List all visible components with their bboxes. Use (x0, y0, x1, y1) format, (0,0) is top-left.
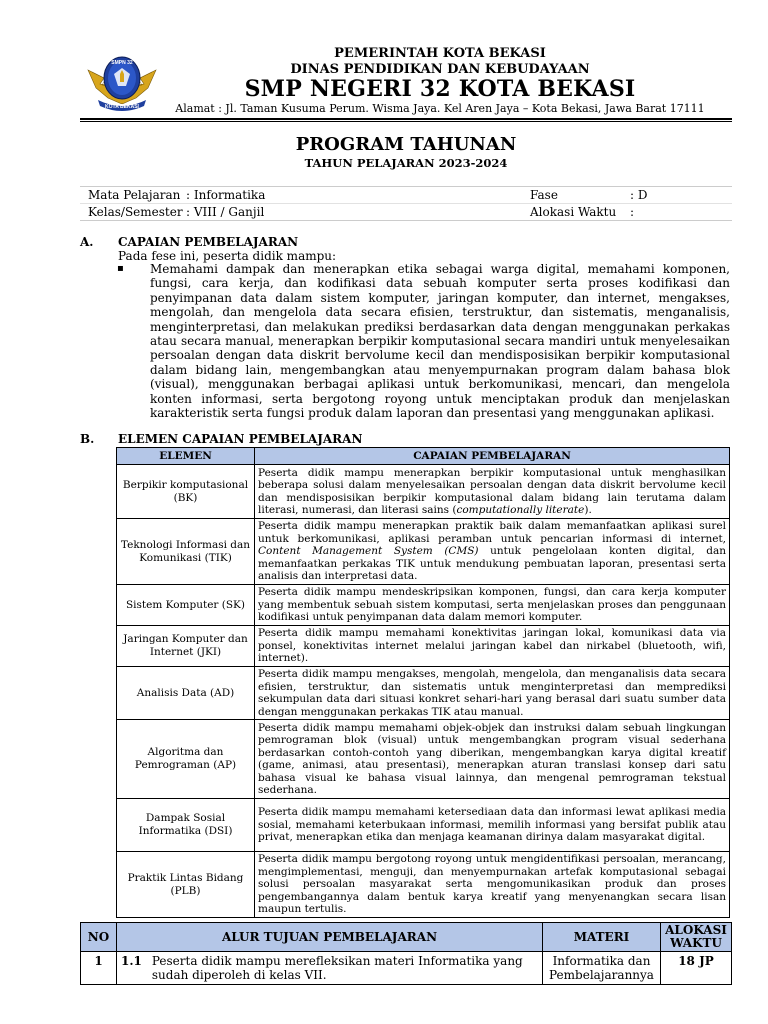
capaian-cell (255, 626, 730, 667)
meta-row-2 (80, 203, 732, 220)
capaian-after: ). (584, 504, 592, 516)
header-divider-thin (80, 121, 732, 122)
col-header-capaian: CAPAIAN PEMBELAJARAN (255, 448, 730, 465)
capaian-cell (255, 465, 730, 519)
elemen-table-header (117, 448, 730, 465)
elemen-cell: Jaringan Komputer dan Internet (JKI) (117, 626, 255, 667)
col-header-no: NO (81, 923, 117, 952)
table-row (81, 952, 732, 985)
capaian-after: untuk pengelolaan konten digital, dan memanfaatkan perkakas TIK untuk mendukung pembuatan laporan, presentasi serta analisis dan interpretasi data. (258, 545, 726, 583)
capaian-text: Peserta didik mampu menerapkan berpikir komputasional untuk menghasilkan beberapa solusi dalam menyelesaikan persoalan dengan data diskrit bervolume kecil dan mendisposisikan berpikir komputasional dalam bidang lain terutama dalam literasi, numerasi, dan literasi sains ( (258, 466, 726, 516)
mapel-value: : Informatika (186, 188, 266, 202)
section-a-title: CAPAIAN PEMBELAJARAN (118, 235, 299, 249)
capaian-cell (255, 667, 730, 720)
document-subtitle: TAHUN PELAJARAN 2023-2024 (304, 156, 508, 170)
table-row (117, 626, 730, 667)
capaian-text: Peserta didik mampu mendeskripsikan komponen, fungsi, dan cara kerja komputer yang membentuk sebuah sistem komputasi, serta menjelaskan proses dan penggunaan kodifikasi untuk penyimpanan data dalam memori komputer. (258, 586, 726, 624)
elemen-cell: Dampak Sosial Informatika (DSI) (117, 799, 255, 852)
header-government: PEMERINTAH KOTA BEKASI (334, 46, 546, 61)
capaian-text: Peserta didik mampu memahami objek-objek dan instruksi dalam sebuah lingkungan pemrograman blok (visual) untuk mengembangkan program visual sederhana berdasarkan contoh-contoh yang diberikan, mengembangkan karya digital kreatif (game, animasi, atau presentasi), menerapkan aturan translasi konsep dari satu bahasa visual ke bahasa visual lainnya, dan mengenal pemrograman tekstual sederhana. (258, 721, 726, 796)
mapel-label: Mata Pelajaran (88, 188, 181, 202)
table-row (117, 465, 730, 519)
alokasi-cell: 18 JP (661, 952, 732, 985)
logo-bottom-text: KOTA BEKASI (105, 104, 139, 110)
tujuan-text: Peserta didik mampu merefleksikan materi Informatika yang sudah diperoleh di kelas VII. (151, 954, 523, 982)
kelas-value: : VIII / Ganjil (186, 205, 265, 219)
tujuan-cell (117, 952, 543, 985)
table-row (117, 852, 730, 918)
atp-table-header (81, 923, 732, 952)
alokasi-value: : (630, 205, 635, 219)
elemen-cell: Teknologi Informasi dan Komunikasi (TIK) (117, 519, 255, 585)
table-row (117, 585, 730, 626)
meta-row-1 (80, 187, 732, 203)
elemen-cell: Berpikir komputasional (BK) (117, 465, 255, 519)
elemen-cell: Praktik Lintas Bidang (PLB) (117, 852, 255, 918)
section-b-title: ELEMEN CAPAIAN PEMBELAJARAN (118, 432, 363, 446)
col-header-elemen: ELEMEN (117, 448, 255, 465)
col-header-materi: MATERI (543, 923, 661, 952)
school-logo (86, 52, 158, 114)
meta-info (80, 186, 732, 221)
col-header-alur: ALUR TUJUAN PEMBELAJARAN (117, 923, 543, 952)
header-department: DINAS PENDIDIKAN DAN KEBUDAYAAN (290, 62, 590, 77)
header-divider (80, 118, 732, 120)
kelas-label: Kelas/Semester (88, 205, 183, 219)
table-row (117, 720, 730, 799)
capaian-text: Peserta didik mampu memahami konektivitas jaringan lokal, komunikasi data via ponsel, konektivitas internet melalui jaringan kabel dan nirkabel (bluetooth, wifi, internet). (258, 627, 726, 665)
table-row (117, 667, 730, 720)
capaian-text: Peserta didik mampu bergotong royong untuk mengidentifikasi persoalan, merancang, mengimplementasi, menguji, dan menyempurnakan artefak komputasional sebagai solusi persoalan masyarakat serta mengomunikasikan produk dan proses pengembangannya dalam bentuk karya kreatif yang menyenangkan secara lisan maupun tertulis. (258, 853, 726, 916)
alokasi-label: Alokasi Waktu (530, 205, 617, 219)
capaian-cell (255, 720, 730, 799)
section-a-paragraph: Memahami dampak dan menerapkan etika sebagai warga digital, memahami komponen, fungsi, cara kerja, dan kodifikasi data sebuah komputer serta proses kodifikasi dan penyimpanan data dalam sistem komputer, jaringan komputer, dan internet, mengakses, mengolah, dan mengelola data secara efisien, terstruktur, dan sistematis, menganalisis, menginterpretasi, dan melakukan prediksi berdasarkan data dengan menggunakan perkakas atau secara manual, menerapkan berpikir komputasional secara mandiri untuk menyelesaikan persoalan dengan data diskrit bervolume kecil dan mendisposisikan berpikir komputasional dalam bidang lain, mengembangkan atau menyempurnakan program dalam bahasa blok (visual), menggunakan berbagai aplikasi untuk berkomunikasi, mencari, dan mengelola konten informasi, serta bergotong royong untuk menciptakan produk dan menjelaskan karakteristik serta fungsi produk dalam laporan dan presentasi yang menggunakan aplikasi. (150, 262, 730, 421)
section-b-letter: B. (80, 432, 95, 446)
header-school-name: SMP NEGERI 32 KOTA BEKASI (244, 76, 636, 102)
elemen-cell: Analisis Data (AD) (117, 667, 255, 720)
capaian-cell (255, 585, 730, 626)
table-row (117, 799, 730, 852)
capaian-italic: computationally literate (456, 504, 585, 516)
section-a-letter: A. (80, 235, 94, 249)
materi-cell: Informatika dan Pembelajarannya (543, 952, 661, 985)
capaian-italic: Content Management System (CMS) (258, 545, 479, 558)
capaian-cell (255, 799, 730, 852)
capaian-cell (255, 519, 730, 585)
fase-value: : D (630, 188, 648, 202)
tujuan-code: 1.1 (121, 954, 142, 968)
capaian-text: Peserta didik mampu menerapkan praktik baik dalam memanfaatkan aplikasi surel untuk berkomunikasi, aplikasi peramban untuk pencarian informasi di internet, (258, 520, 726, 545)
capaian-cell (255, 852, 730, 918)
capaian-text: Peserta didik mampu mengakses, mengolah, mengelola, dan menganalisis data secara efisien, terstruktur, dan sistematis untuk menginterpretasi dan memprediksi sekumpulan data dari situasi konkret sehari-hari yang berasal dari suatu sumber data dengan menggunakan perkakas TIK atau manual. (258, 668, 726, 718)
capaian-text: Peserta didik mampu memahami ketersediaan data dan informasi lewat aplikasi media sosial, memahami keterbukaan informasi, memilih informasi yang bersifat publik atau privat, menerapkan etika dan menjaga keamanan dirinya dalam masyarakat digital. (258, 806, 726, 844)
bullet-icon: ▪ (117, 263, 124, 274)
atp-table (80, 922, 732, 985)
logo-top-text: SMPN 32 (111, 60, 133, 66)
table-row (117, 519, 730, 585)
document-title: PROGRAM TAHUNAN (295, 134, 517, 155)
fase-label: Fase (530, 188, 558, 202)
elemen-cell: Sistem Komputer (SK) (117, 585, 255, 626)
no-cell: 1 (81, 952, 117, 985)
col-header-alokasi: ALOKASI WAKTU (661, 923, 732, 952)
header-address: Alamat : Jl. Taman Kusuma Perum. Wisma Jaya. Kel Aren Jaya – Kota Bekasi, Jawa Barat 17111 (175, 102, 705, 115)
section-a-intro: Pada fese ini, peserta didik mampu: (118, 249, 337, 263)
elemen-table (116, 447, 730, 918)
elemen-cell: Algoritma dan Pemrograman (AP) (117, 720, 255, 799)
